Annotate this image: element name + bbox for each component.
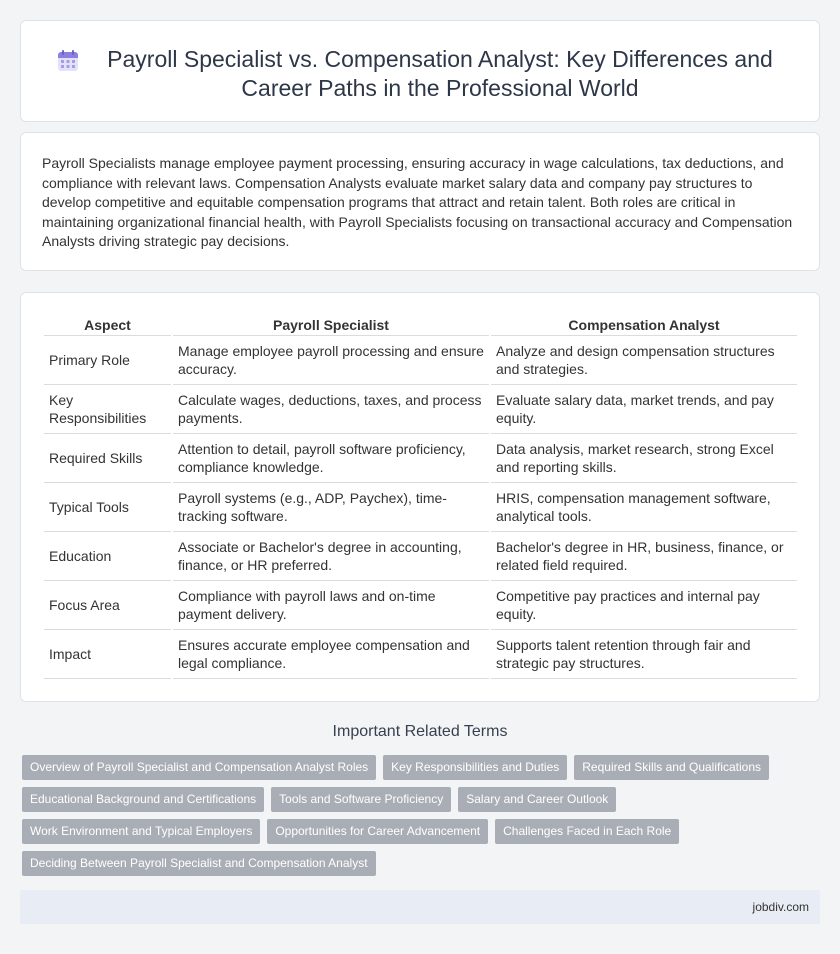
comparison-table-card bbox=[20, 292, 820, 702]
compensation-analyst-cell: Bachelor's degree in HR, business, finance, or related field required. bbox=[491, 532, 797, 581]
aspect-cell: Impact bbox=[44, 630, 171, 679]
aspect-cell: Education bbox=[44, 532, 171, 581]
related-term-tag[interactable]: Tools and Software Proficiency bbox=[271, 787, 451, 812]
intro-card bbox=[20, 132, 820, 271]
compensation-analyst-cell: Competitive pay practices and internal pay equity. bbox=[491, 581, 797, 630]
related-term-tag[interactable]: Work Environment and Typical Employers bbox=[22, 819, 260, 844]
aspect-cell: Required Skills bbox=[44, 434, 171, 483]
footer-site-link[interactable]: jobdiv.com bbox=[752, 900, 809, 914]
payroll-specialist-cell: Payroll systems (e.g., ADP, Paychex), time-tracking software. bbox=[173, 483, 489, 532]
aspect-cell: Primary Role bbox=[44, 336, 171, 385]
table-row bbox=[44, 434, 797, 483]
related-term-tag[interactable]: Challenges Faced in Each Role bbox=[495, 819, 679, 844]
comparison-table bbox=[42, 315, 799, 679]
aspect-cell: Typical Tools bbox=[44, 483, 171, 532]
column-header-aspect: Aspect bbox=[44, 315, 171, 336]
related-term-tag[interactable]: Opportunities for Career Advancement bbox=[267, 819, 488, 844]
table-row bbox=[44, 581, 797, 630]
payroll-specialist-cell: Compliance with payroll laws and on-time payment delivery. bbox=[173, 581, 489, 630]
related-term-tag[interactable]: Salary and Career Outlook bbox=[458, 787, 616, 812]
payroll-specialist-cell: Manage employee payroll processing and ensure accuracy. bbox=[173, 336, 489, 385]
aspect-cell: Key Responsibilities bbox=[44, 385, 171, 434]
related-term-tag[interactable]: Deciding Between Payroll Specialist and Compensation Analyst bbox=[22, 851, 376, 876]
payroll-specialist-cell: Associate or Bachelor's degree in accounting, finance, or HR preferred. bbox=[173, 532, 489, 581]
compensation-analyst-cell: Analyze and design compensation structures and strategies. bbox=[491, 336, 797, 385]
payroll-specialist-cell: Ensures accurate employee compensation and legal compliance. bbox=[173, 630, 489, 679]
compensation-analyst-cell: HRIS, compensation management software, analytical tools. bbox=[491, 483, 797, 532]
table-header-row bbox=[44, 315, 797, 336]
table-row bbox=[44, 483, 797, 532]
page-title: Payroll Specialist vs. Compensation Analyst: Key Differences and Career Paths in the Professional World bbox=[107, 46, 773, 101]
column-header-payroll-specialist: Payroll Specialist bbox=[173, 315, 489, 336]
column-header-compensation-analyst: Compensation Analyst bbox=[491, 315, 797, 336]
table-row bbox=[44, 630, 797, 679]
table-row bbox=[44, 385, 797, 434]
footer bbox=[20, 890, 820, 924]
related-term-tag[interactable]: Educational Background and Certifications bbox=[22, 787, 264, 812]
related-terms-tags bbox=[22, 755, 812, 876]
related-term-tag[interactable]: Required Skills and Qualifications bbox=[574, 755, 769, 780]
compensation-analyst-cell: Evaluate salary data, market trends, and pay equity. bbox=[491, 385, 797, 434]
payroll-specialist-cell: Calculate wages, deductions, taxes, and process payments. bbox=[173, 385, 489, 434]
header-card bbox=[20, 20, 820, 122]
table-row bbox=[44, 532, 797, 581]
table-row bbox=[44, 336, 797, 385]
compensation-analyst-cell: Data analysis, market research, strong Excel and reporting skills. bbox=[491, 434, 797, 483]
aspect-cell: Focus Area bbox=[44, 581, 171, 630]
payroll-specialist-cell: Attention to detail, payroll software proficiency, compliance knowledge. bbox=[173, 434, 489, 483]
related-terms-title: Important Related Terms bbox=[332, 723, 508, 740]
related-term-tag[interactable]: Key Responsibilities and Duties bbox=[383, 755, 567, 780]
intro-paragraph: Payroll Specialists manage employee payment processing, ensuring accuracy in wage calculations, tax deductions, and compliance with relevant laws. Compensation Analysts evaluate market salary data and company pay structures to develop competitive and equitable compensation programs that attract and retain talent. Both roles are critical in maintaining organizational financial health, with Payroll Specialists focusing on transactional accuracy and Compensation Analysts driving strategic pay decisions. bbox=[42, 155, 793, 249]
related-term-tag[interactable]: Overview of Payroll Specialist and Compensation Analyst Roles bbox=[22, 755, 376, 780]
compensation-analyst-cell: Supports talent retention through fair and strategic pay structures. bbox=[491, 630, 797, 679]
